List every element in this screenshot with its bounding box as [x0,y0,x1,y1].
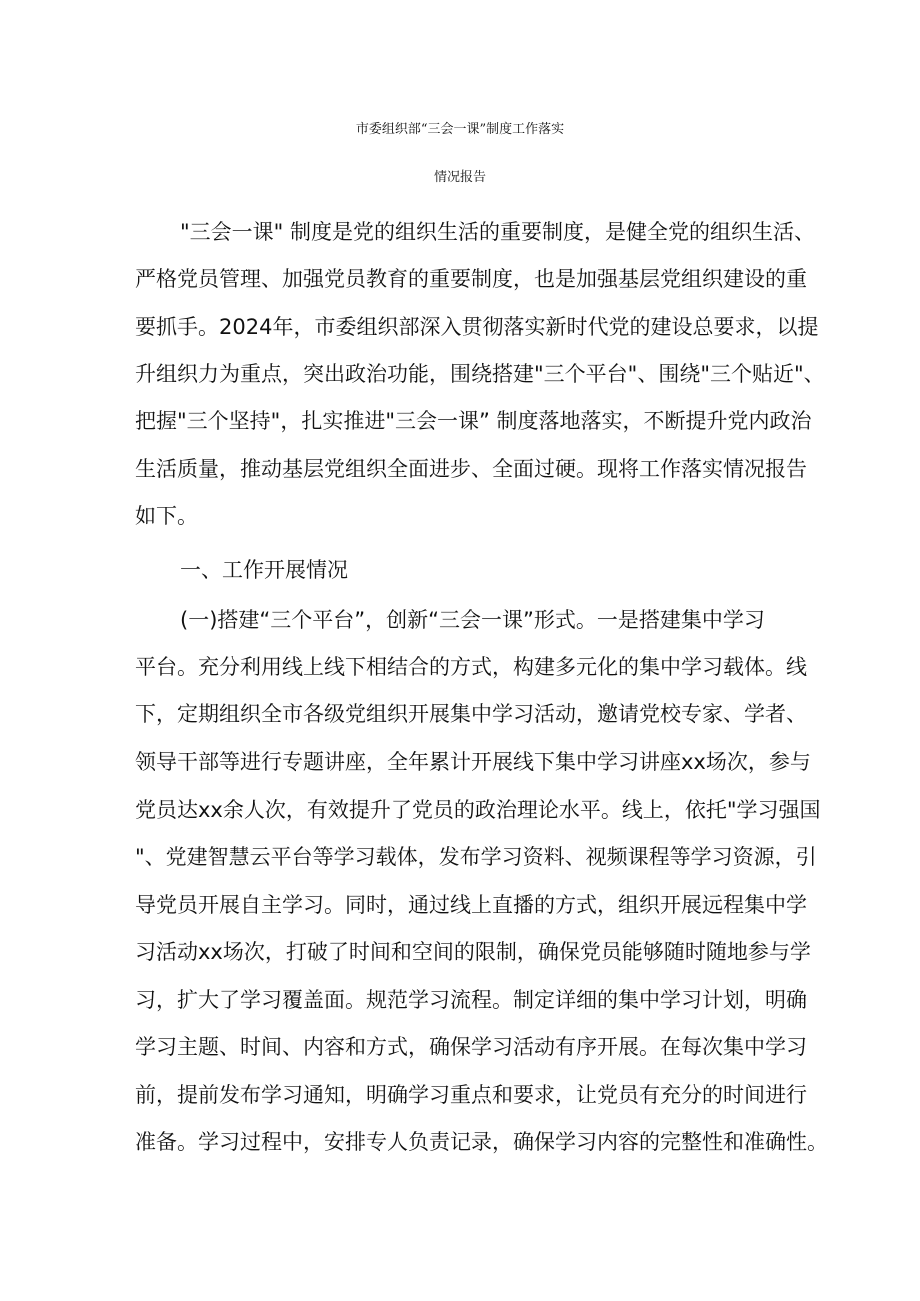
paragraph-line: 领导干部等进行专题讲座，全年累计开展线下集中学习讲座xx场次，参与 [135,750,811,774]
paragraph-line: 如下。 [135,504,198,528]
paragraph-line: 平台。充分利用线上线下相结合的方式，构建多元化的集中学习载体。线 [135,655,807,679]
document-title-line-2: 情况报告 [433,170,486,185]
paragraph-line: 前，提前发布学习通知，明确学习重点和要求，让党员有充分的时间进行 [135,1083,807,1107]
paragraph-line: 党员达xx余人次，有效提升了党员的政治理论水平。线上，依托"学习强国 [135,798,821,822]
document-title-line-1: 市委组织部“三会一课”制度工作落实 [355,122,565,137]
paragraph-line: 准备。学习过程中，安排专人负责记录，确保学习内容的完整性和准确性。 [135,1130,828,1154]
paragraph-line: 升组织力为重点，突出政治功能，围绕搭建"三个平台"、围绕"三个贴近"、 [135,362,825,386]
paragraph-line: 下，定期组织全市各级党组织开展集中学习活动，邀请党校专家、学者、 [135,702,807,726]
paragraph-line: (一)搭建“三个平台”，创新“三会一课”形式。一是搭建集中学习 [180,608,765,632]
paragraph-line: 导党员开展自主学习。同时，通过线上直播的方式，组织开展远程集中学 [135,893,807,917]
paragraph-line: "、党建智慧云平台等学习载体，发布学习资料、视频课程等学习资源，引 [135,845,817,869]
paragraph-line: 生活质量，推动基层党组织全面进步、全面过硬。现将工作落实情况报告 [135,457,807,481]
paragraph-line: 严格党员管理、加强党员教育的重要制度，也是加强基层党组织建设的重 [135,267,807,291]
paragraph-line: 要抓手。2024年，市委组织部深入贯彻落实新时代党的建设总要求，以提 [135,315,819,339]
paragraph-line: 习活动xx场次，打破了时间和空间的限制，确保党员能够随时随地参与学 [135,940,811,964]
section-heading: 一、工作开展情况 [180,558,348,582]
paragraph-line: 习，扩大了学习覆盖面。规范学习流程。制定详细的集中学习计划，明确 [135,988,807,1012]
paragraph-line: 把握"三个坚持"，扎实推进"三会一课” 制度落地落实，不断提升党内政治 [135,409,812,433]
paragraph-line: "三会一课" 制度是党的组织生活的重要制度，是健全党的组织生活、 [180,220,815,244]
paragraph-line: 学习主题、时间、内容和方式，确保学习活动有序开展。在每次集中学习 [135,1035,807,1059]
